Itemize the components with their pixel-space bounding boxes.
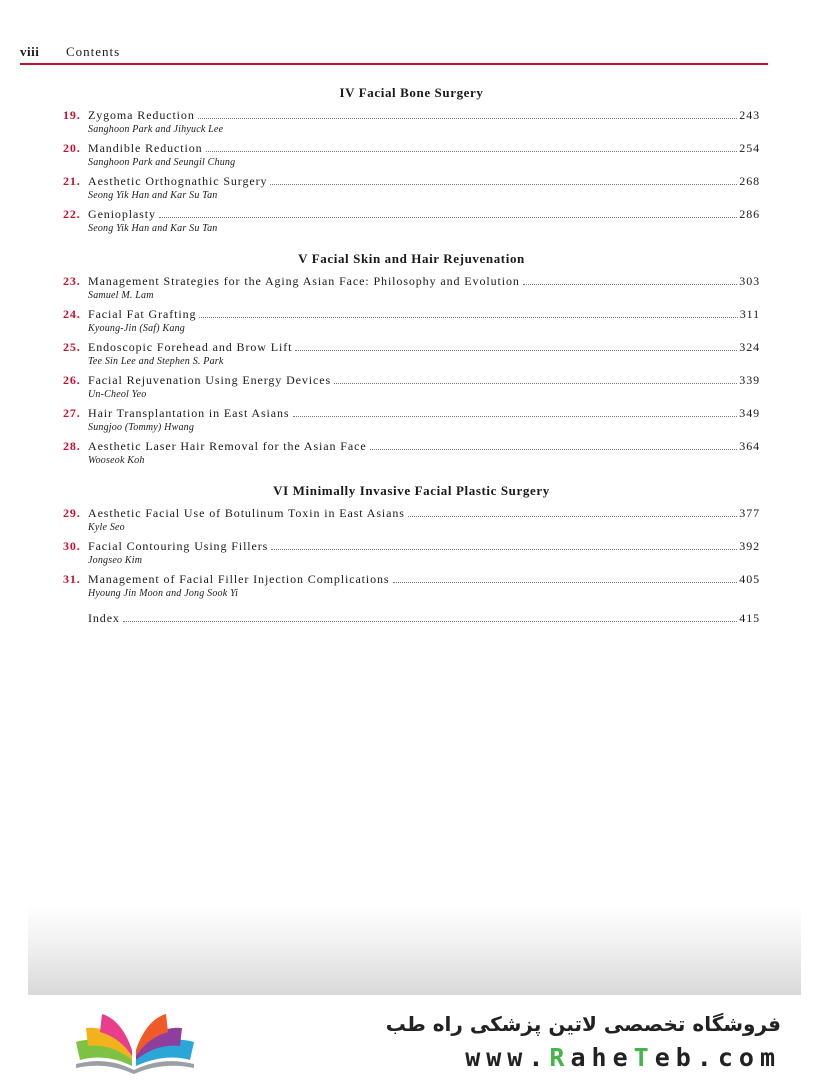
chapter-authors: Hyoung Jin Moon and Jong Sook Yi — [88, 588, 239, 599]
toc-entry-line — [63, 373, 760, 388]
toc-entry-line — [63, 539, 760, 554]
chapter-number: 25. — [63, 340, 81, 354]
chapter-page: 268 — [739, 174, 760, 188]
dot-leader — [159, 216, 737, 218]
toc-entry-line — [63, 572, 760, 587]
chapter-number: 28. — [63, 439, 81, 453]
page-number: viii — [20, 44, 40, 59]
chapter-title: Zygoma Reduction — [88, 108, 195, 122]
chapter-authors: Kyle Seo — [88, 522, 125, 533]
chapter-number: 20. — [63, 141, 81, 155]
chapter-number: 21. — [63, 174, 81, 188]
chapter-page: 364 — [739, 439, 760, 453]
chapter-authors: Seong Yik Han and Kar Su Tan — [88, 223, 218, 234]
dot-leader — [293, 415, 738, 417]
section-gap — [63, 472, 760, 482]
chapter-number: 29. — [63, 506, 81, 520]
toc-entry-line — [63, 141, 760, 156]
toc-entry — [63, 406, 760, 434]
scan-shadow — [28, 905, 801, 995]
chapter-page: 392 — [739, 539, 760, 553]
toc-entry-line — [63, 207, 760, 222]
dot-leader — [206, 150, 738, 152]
dot-leader — [123, 620, 737, 622]
chapter-page: 254 — [739, 141, 760, 155]
chapter-title: Aesthetic Facial Use of Botulinum Toxin in East Asians — [88, 506, 405, 520]
dot-leader — [523, 283, 738, 285]
chapter-authors: Un-Cheol Yeo — [88, 389, 147, 400]
page-header — [20, 44, 768, 64]
toc-entry — [63, 506, 760, 534]
chapter-title: Hair Transplantation in East Asians — [88, 406, 290, 420]
chapter-authors: Sungjoo (Tommy) Hwang — [88, 422, 195, 433]
section-heading: IV Facial Bone Surgery — [339, 85, 484, 100]
dot-leader — [334, 382, 737, 384]
chapter-authors: Wooseok Koh — [88, 455, 145, 466]
chapter-page: 303 — [739, 274, 760, 288]
section-heading: V Facial Skin and Hair Rejuvenation — [298, 251, 525, 266]
chapter-title: Facial Rejuvenation Using Energy Devices — [88, 373, 332, 387]
toc-entry-line — [63, 108, 760, 123]
toc-entry — [63, 174, 760, 202]
toc-entry — [63, 274, 760, 302]
toc-entry-line — [63, 307, 760, 322]
chapter-title: Aesthetic Laser Hair Removal for the Asian Face — [88, 439, 367, 453]
dot-leader — [199, 316, 737, 318]
toc-entry — [63, 373, 760, 401]
dot-leader — [408, 515, 737, 517]
section-gap — [63, 240, 760, 250]
chapter-page: 324 — [739, 340, 760, 354]
chapter-title: Genioplasty — [88, 207, 156, 221]
index-title: Index — [88, 611, 120, 625]
toc-entry-line — [63, 174, 760, 189]
header-rule — [20, 63, 768, 65]
toc-entry-line — [63, 406, 760, 421]
chapter-page: 377 — [739, 506, 760, 520]
chapter-authors: Jongseo Kim — [88, 555, 143, 566]
chapter-title: Management Strategies for the Aging Asian Face: Philosophy and Evolution — [88, 274, 520, 288]
chapter-page: 405 — [739, 572, 760, 586]
toc-entry-line — [63, 340, 760, 355]
chapter-title: Aesthetic Orthognathic Surgery — [88, 174, 268, 188]
chapter-authors: Seong Yik Han and Kar Su Tan — [88, 190, 218, 201]
chapter-authors: Sanghoon Park and Jihyuck Lee — [88, 124, 224, 135]
toc-entry — [63, 439, 760, 467]
chapter-authors: Samuel M. Lam — [88, 290, 154, 301]
book-logo-icon — [70, 1008, 200, 1074]
toc-entry — [63, 207, 760, 235]
chapter-number: 30. — [63, 539, 81, 553]
chapter-title: Facial Contouring Using Fillers — [88, 539, 269, 553]
index-entry — [63, 611, 760, 626]
chapter-page: 286 — [739, 207, 760, 221]
watermark-url: www.RaheTeb.com — [465, 1043, 781, 1072]
toc-entry-line — [63, 439, 760, 454]
dot-leader — [295, 349, 737, 351]
chapter-page: 243 — [739, 108, 760, 122]
chapter-title: Endoscopic Forehead and Brow Lift — [88, 340, 293, 354]
chapter-page: 349 — [739, 406, 760, 420]
dot-leader — [393, 581, 738, 583]
toc-entry — [63, 572, 760, 600]
chapter-number: 22. — [63, 207, 81, 221]
chapter-number: 19. — [63, 108, 81, 122]
chapter-authors: Tee Sin Lee and Stephen S. Park — [88, 356, 224, 367]
toc-entry — [63, 307, 760, 335]
running-title: Contents — [66, 44, 121, 59]
table-of-contents — [63, 84, 760, 626]
index-page: 415 — [739, 611, 760, 625]
dot-leader — [271, 548, 737, 550]
toc-entry — [63, 539, 760, 567]
chapter-number: 23. — [63, 274, 81, 288]
chapter-title: Management of Facial Filler Injection Complications — [88, 572, 390, 586]
toc-entry — [63, 108, 760, 136]
toc-entry — [63, 141, 760, 169]
chapter-number: 27. — [63, 406, 81, 420]
chapter-number: 26. — [63, 373, 81, 387]
chapter-number: 24. — [63, 307, 81, 321]
toc-entry-line — [63, 506, 760, 521]
chapter-title: Facial Fat Grafting — [88, 307, 197, 321]
dot-leader — [370, 448, 738, 450]
chapter-authors: Sanghoon Park and Seungil Chung — [88, 157, 236, 168]
chapter-number: 31. — [63, 572, 81, 586]
chapter-title: Mandible Reduction — [88, 141, 203, 155]
toc-entry-line — [63, 274, 760, 289]
chapter-page: 311 — [739, 307, 760, 321]
watermark-persian-text: فروشگاه تخصصی لاتین پزشکی راه طب — [385, 1012, 781, 1036]
dot-leader — [270, 183, 737, 185]
section-heading: VI Minimally Invasive Facial Plastic Surgery — [273, 483, 550, 498]
dot-leader — [198, 117, 738, 119]
chapter-page: 339 — [739, 373, 760, 387]
chapter-authors: Kyoung-Jin (Saf) Kang — [88, 323, 185, 334]
toc-entry — [63, 340, 760, 368]
